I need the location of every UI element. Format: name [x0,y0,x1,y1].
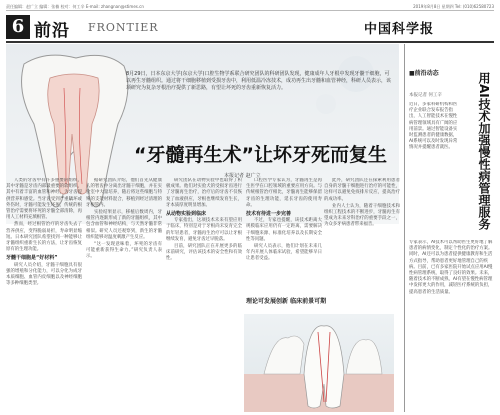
article-lead: 8月29日，日本东京大学(东京大学)口腔生物学系联合研究团队的科研团队发现，健康成年人牙根中发现牙髓干细胞，可以再生牙髓组织。通过将干细胞移植到受损牙齿中，利用低温冷冻技术，成功再生出牙髓和血管神经，科研人员表示，该项研究为复杂牙根治疗提供了新思路，有望让坏死的牙齿重新恢复活力。 [126,71,392,91]
paragraph: 此外，研究团队还在探索利用患者自身的牙髓干细胞进行治疗的可能性，这样可以避免免疫排斥反应，提高治疗的成功率。 [324,178,400,202]
section-title-en: FRONTIER [88,21,159,34]
newspaper-logo: 中国科学报 [363,22,434,37]
column-4 [246,178,322,290]
sidebar-section-label: ■前沿动态 [409,70,439,77]
paragraph: 实验结果显示，移植后数周内，牙根管内逐渐形成了新的牙髓组织，其中包含血管和神经结构，与天然牙髓非常相似。研究人员还观察到，新生的牙髓组织能够对温度刺激产生反应。 [86,210,162,240]
tooth-model-icon [244,314,394,412]
paragraph: 然而，经过根管治疗的牙齿失去了营养供应，变得脆弱易折，寿命明显缩短。日本研究团队希望找到一种能够让牙髓组织重新生长的方法，让牙齿恢复原有的生理功能。 [6,222,82,253]
column-3 [166,178,242,412]
masthead [6,14,494,40]
paragraph: 专家指出，这项技术未来有望应用于临床，特别是对于牙根尚未发育完全的年轻患者，牙髓再生治疗可以让牙根继续发育，避免牙齿过早脱落。 [166,218,242,242]
paragraph: 目前，研究团队正在开展更多的临床前研究，评估该技术的安全性和有效性。 [166,244,242,262]
paragraph: 研究人员表示，他们计划在未来几年内开展人体临床试验，希望能够早日让患者受益。 [246,244,322,262]
paragraph: 研究团队在动物实验中也取得了积极成果。他们对实验犬的受损牙齿进行了牙髓再生治疗，治疗后的牙齿不仅恢复了血液供应，牙根也继续发育生长，牙本质厚度明显增加。 [166,178,242,208]
subheading: 技术有待进一步完善 [246,211,292,218]
main-article [6,44,399,412]
paragraph: 不过，专家也提醒，该技术距离大规模临床应用仍有一定距离，需要解决干细胞来源、标准化培养以及长期安全性等问题。 [246,218,322,242]
paragraph: “这一发现意味着，坏死的牙齿有可能重新获得生命力。”研究负责人表示。 [86,242,162,260]
editor-info: 责任编辑：赵广立 编辑：张楠 校对：何工辛 E-mail: zhangnan@stimes.cn [6,4,144,9]
subheading: 从动物实验到临床 [166,211,207,218]
dental-implant-photo [244,314,394,412]
paragraph: 业内人士认为，随着干细胞技术和组织工程技术的不断进步，牙髓再生有望成为未来牙科治疗的重要手段之一，为众多牙病患者带来福音。 [324,203,400,228]
sidebar-byline: 本报记者 何工辛 [409,93,442,98]
sidebar-headline: 用AI技术加强慢性病管理服务 [477,72,491,230]
sidebar-text-1: 近日，多家科研机构和医疗企业联合发布报告指出，人工智能技术在慢性病管理领域具有广阔的应用前景。通过智能设备实时监测患者的健康数据，AI系统可以及时发现异常情况并提醒患者就医。 [409,102,458,151]
header-divider [6,41,494,43]
sidebar-text-2: 专家表示，AI技术可以帮助医生更好地了解患者的病情变化，制定个性化的治疗方案。同时，AI还可以为患者提供健康教育和生活方式指导，帮助患者更好地管理自己的疾病。目前，已有多家医院开始试点应用AI慢性病管理系统，取得了良好的效果。未来，随着技术的不断成熟，AI有望在慢性病管理中发挥更大的作用，减轻医疗系统的负担，提高患者的生活质量。 [409,240,493,295]
page-number: 6 [6,15,30,39]
date-info: 2019年8月8日 星期四 Tel: (010)62580723 [413,4,494,9]
column-2 [86,178,162,412]
section-title: 前沿 [34,21,70,41]
photo-caption-title: 理论可发展创新 临床前景可期 [246,298,327,305]
paragraph: 研究人员介绍，牙髓干细胞具有很强的增殖和分化能力，可以分化为成牙本质细胞、血管内皮细胞以及神经细胞等多种细胞类型。 [6,262,82,287]
article-byline: 本报记者 赵广立 [224,173,261,179]
sidebar-article [404,44,494,412]
paragraph: 口腔医学专家认为，牙髓再生是再生医学在口腔领域的重要应用方向。与传统根管治疗相比，牙髓再生能够保留牙齿的生理功能，延长牙齿的使用寿命。 [246,178,322,208]
column-1 [6,178,82,412]
column-5 [324,178,400,290]
article-headline: “牙髓再生术”让坏牙死而复生 [134,144,387,166]
subheading: 牙髓干细胞是“好材料” [6,255,58,262]
paragraph: 人类的牙齿中有许多重要的组织，其中牙髓是牙齿内部最重要的软组织，其中有着丰富的血管和神经，为牙齿提供营养和感觉。当牙齿受到严重龋坏或外伤时，牙髓可能发生坏死，传统的根管治疗需要将坏死的牙髓全部清除，再用人工材料充填根管。 [6,178,82,221]
paragraph: 据研究团队介绍，他们首先从健康人的智齿中分离出牙髓干细胞，并在实验室中大量培养，随后将这些细胞与特殊的支架材料混合，移植到经过清理的牙根管内。 [86,178,162,208]
page-header-bar [6,3,494,11]
